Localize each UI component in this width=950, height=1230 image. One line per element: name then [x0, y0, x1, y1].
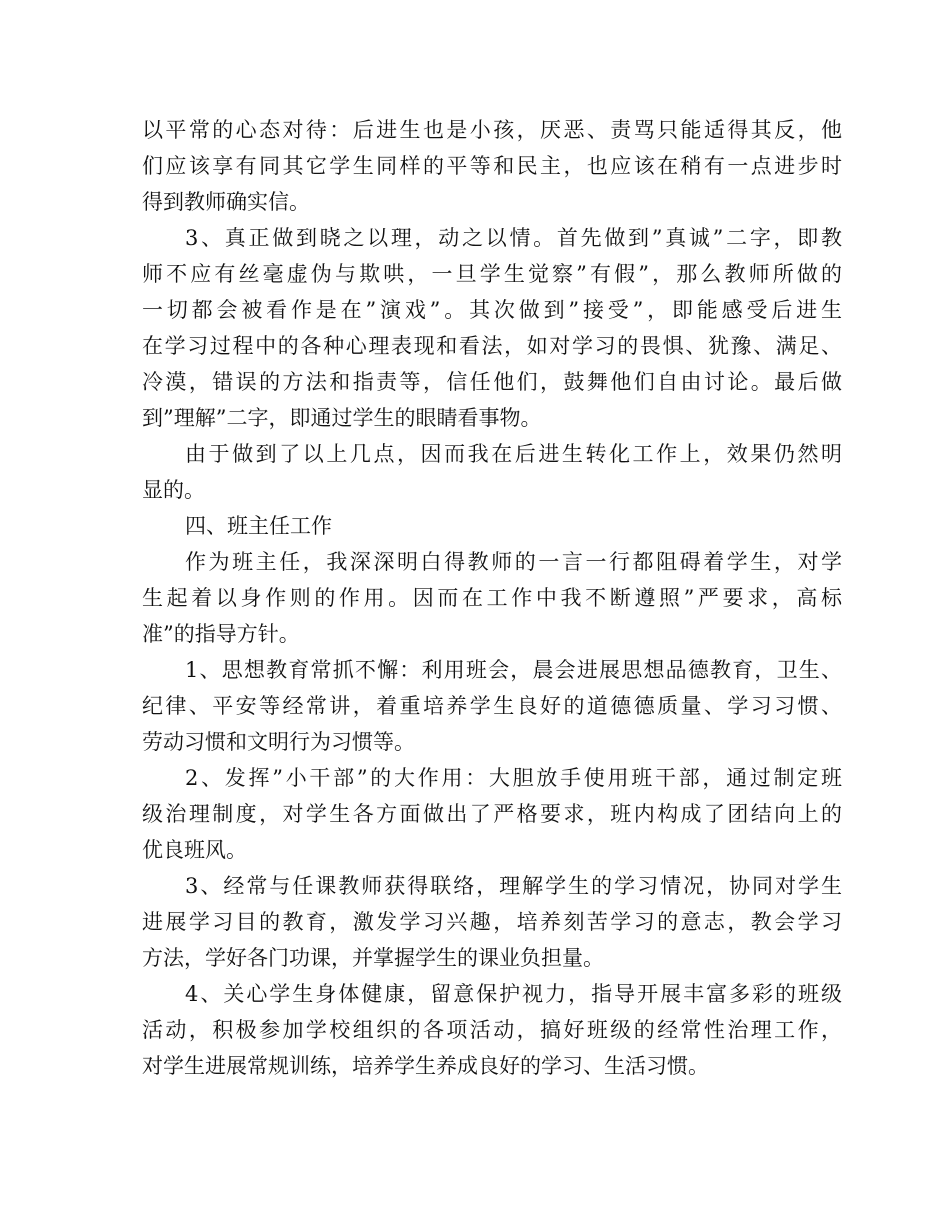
text-line: 显的。 [142, 478, 205, 502]
text-line: 进展学习目的教育，激发学习兴趣，培养刻苦学习的意志，教会学习 [142, 910, 842, 934]
text-line: 1、思想教育常抓不懈：利用班会，晨会进展思想品德教育，卫生、 [185, 658, 842, 682]
text-line: 得到教师确实信。 [142, 190, 310, 214]
text-line: 对学生进展常规训练，培养学生养成良好的学习、生活习惯。 [142, 1054, 709, 1078]
text-line: 以平常的心态对待：后进生也是小孩，厌恶、责骂只能适得其反，他 [142, 118, 842, 142]
text-line: 生起着以身作则的作用。因而在工作中我不断遵照”严要求，高标 [142, 586, 842, 610]
text-line: 2、发挥”小干部”的大作用：大胆放手使用班干部，通过制定班 [185, 766, 842, 790]
text-line: 3、真正做到晓之以理，动之以情。首先做到”真诚”二字，即教 [185, 226, 842, 250]
text-line: 一切都会被看作是在”演戏”。其次做到”接受”，即能感受后进生 [142, 298, 842, 322]
text-line: 在学习过程中的各种心理表现和看法，如对学习的畏惧、犹豫、满足、 [142, 334, 842, 358]
text-line: 劳动习惯和文明行为习惯等。 [142, 730, 415, 754]
section-heading: 四、班主任工作 [185, 514, 332, 538]
text-line: 优良班风。 [142, 838, 247, 862]
text-line: 纪律、平安等经常讲，着重培养学生良好的道德德质量、学习习惯、 [142, 694, 842, 718]
text-line: 活动，积极参加学校组织的各项活动，搞好班级的经常性治理工作， [142, 1018, 842, 1042]
text-line: 冷漠，错误的方法和指责等，信任他们，鼓舞他们自由讨论。最后做 [142, 370, 842, 394]
text-line: 师不应有丝毫虚伪与欺哄，一旦学生觉察”有假”，那么教师所做的 [142, 262, 842, 286]
text-line: 级治理制度，对学生各方面做出了严格要求，班内构成了团结向上的 [142, 802, 842, 826]
text-line: 3、经常与任课教师获得联络，理解学生的学习情况，协同对学生 [185, 874, 842, 898]
text-line: 作为班主任，我深深明白得教师的一言一行都阻碍着学生，对学 [185, 550, 842, 574]
text-line: 们应该享有同其它学生同样的平等和民主，也应该在稍有一点进步时 [142, 154, 842, 178]
text-line: 准”的指导方针。 [142, 622, 300, 646]
document-body [142, 112, 842, 1084]
text-line: 由于做到了以上几点，因而我在后进生转化工作上，效果仍然明 [185, 442, 842, 466]
text-line: 方法，学好各门功课，并掌握学生的课业负担量。 [142, 946, 604, 970]
text-line: 到”理解”二字，即通过学生的眼睛看事物。 [142, 406, 542, 430]
text-line: 4、关心学生身体健康，留意保护视力，指导开展丰富多彩的班级 [185, 982, 842, 1006]
